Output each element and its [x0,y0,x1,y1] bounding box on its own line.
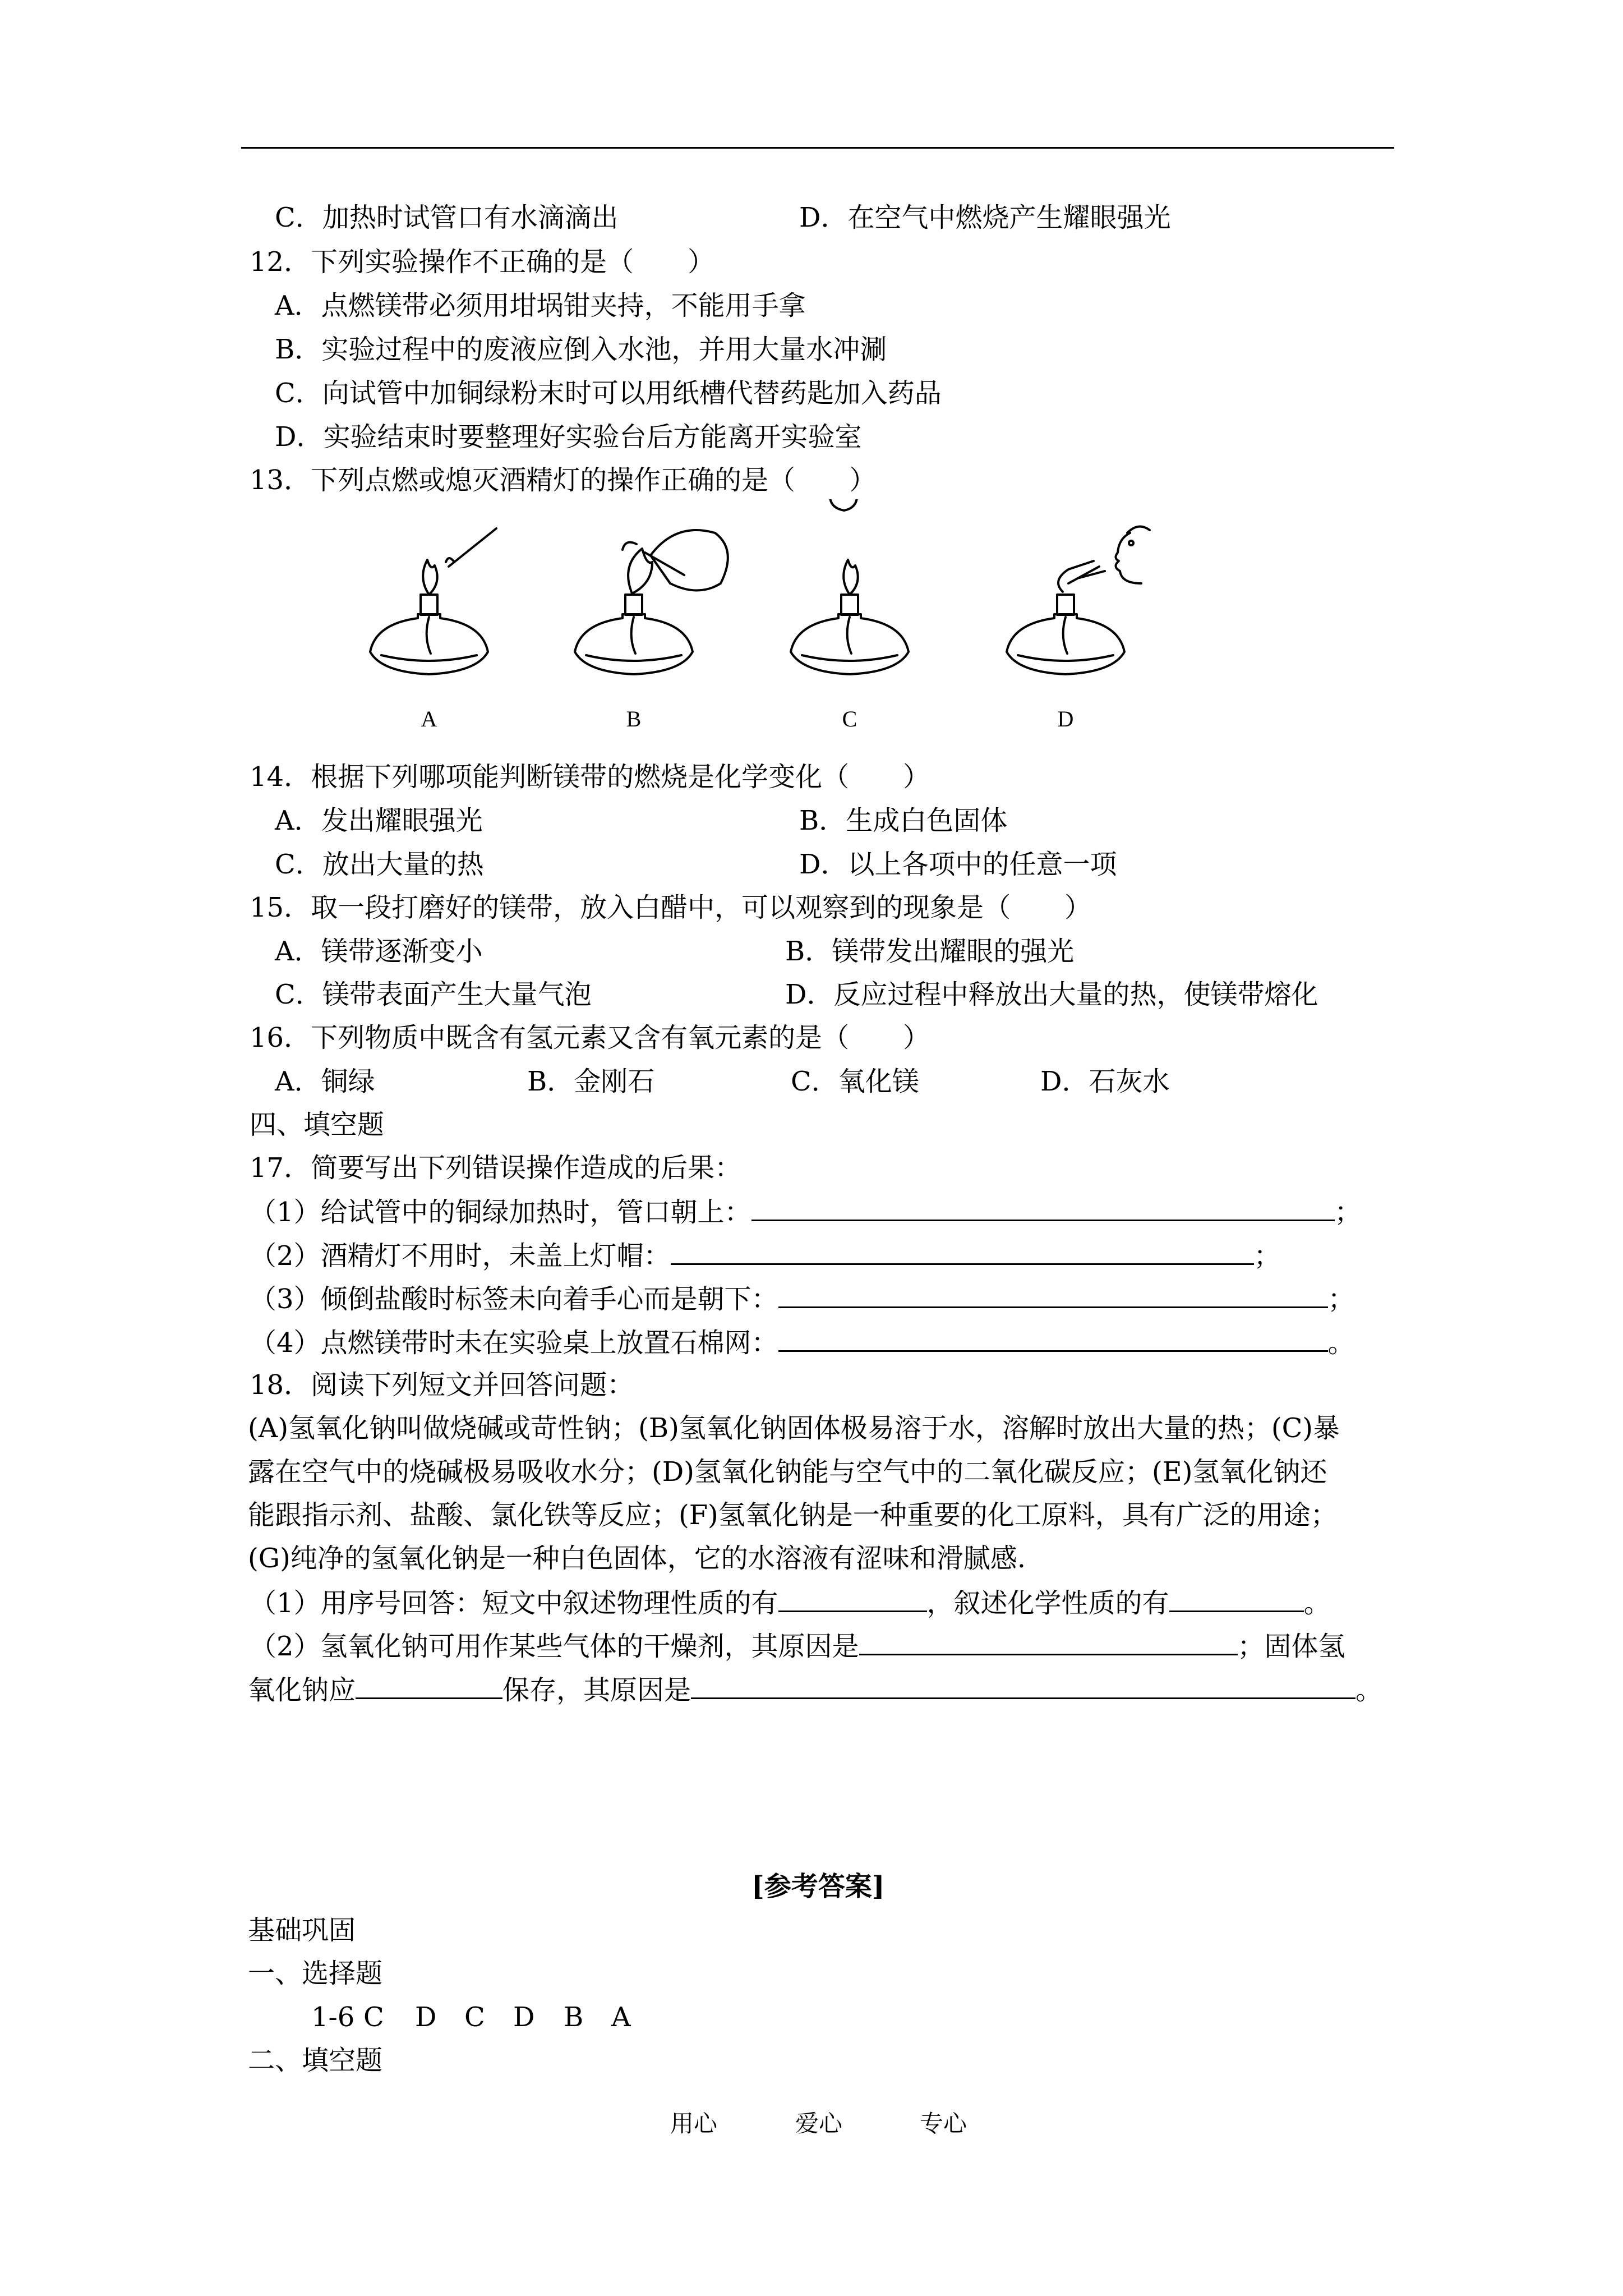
q18-physical-blank[interactable] [778,1585,927,1612]
q12-option-c: C．向试管中加铜绿粉末时可以用纸槽代替药匙加入药品 [275,378,942,409]
q12-stem: 12．下列实验操作不正确的是（ ） [250,246,715,278]
q12-option-b: B．实验过程中的废液应倒入水池，并用大量水冲涮 [275,334,887,365]
answers-fill-heading: 二、填空题 [248,2045,383,2076]
lamp-label-a: A [421,706,437,731]
lamp-a-illustration [370,528,496,674]
q17-item-3: （3）倾倒盐酸时标签未向着手心而是朝下： ； [250,1281,1355,1317]
q16-option-a: A．铜绿 [275,1066,375,1097]
q16-option-c: C．氧化镁 [791,1066,919,1097]
lamp-c-illustration [791,499,909,674]
q18-desiccant-reason-blank[interactable] [859,1628,1238,1655]
q15-option-b: B．镁带发出耀眼的强光 [785,936,1075,967]
footer-text-3: 专心 [920,2110,967,2137]
q18-passage-line-4: (G)纯净的氢氧化钠是一种白色固体，它的水溶液有涩味和滑腻感. [248,1543,1026,1574]
q15-option-a: A．镁带逐渐变小 [275,936,483,967]
q16-option-d: D．石灰水 [1040,1066,1170,1097]
lamp-b-illustration [575,530,728,674]
lamp-d-illustration [1007,527,1150,674]
answers-choice-heading: 一、选择题 [248,1958,383,1989]
q18-passage-line-1: (A)氢氧化钠叫做烧碱或苛性钠；(B)氢氧化钠固体极易溶于水，溶解时放出大量的热；(C)暴 [248,1412,1340,1444]
lamp-label-d: D [1057,706,1074,731]
answer-3: C [464,2001,485,2033]
answers-basic-heading: 基础巩固 [248,1915,356,1946]
q18-storage-reason-blank[interactable] [691,1672,1355,1699]
q17-item-1: （1）给试管中的铜绿加热时，管口朝上： ； [250,1194,1362,1230]
q18-question-2: （2）氢氧化钠可用作某些气体的干燥剂，其原因是 ；固体氢 [250,1628,1345,1664]
q14-stem: 14．根据下列哪项能判断镁带的燃烧是化学变化（ ） [250,761,930,793]
q17-answer-blank-4[interactable] [778,1324,1328,1352]
q18-passage-line-3: 能跟指示剂、盐酸、氯化铁等反应；(F)氢氧化钠是一种重要的化工原料，具有广泛的用途； [248,1499,1338,1531]
answer-2: D [415,2001,437,2033]
q18-question-1: （1）用序号回答：短文中叙述物理性质的有 ，叙述化学性质的有 。 [250,1585,1331,1621]
q12-option-d: D．实验结束时要整理好实验台后方能离开实验室 [275,421,862,453]
lamp-label-b: B [626,706,642,731]
q18-passage-line-2: 露在空气中的烧碱极易吸收水分；(D)氢氧化钠能与空气中的二氧化碳反应；(E)氢氧化钠还 [248,1456,1327,1488]
q17-item-2: （2）酒精灯不用时，未盖上灯帽： ； [250,1237,1281,1273]
q17-stem: 17．简要写出下列错误操作造成的后果： [250,1152,742,1184]
q16-stem: 16．下列物质中既含有氢元素又含有氧元素的是（ ） [250,1022,930,1053]
q14-option-b: B．生成白色固体 [799,805,1008,836]
q15-option-d: D．反应过程中释放出大量的热，使镁带熔化 [785,979,1318,1010]
answer-6: A [611,2001,631,2033]
q18-question-2-cont: 氧化钠应 保存，其原因是 。 [248,1672,1382,1708]
section-fill-in-heading: 四、填空题 [250,1109,385,1140]
answers-choice-range: 1-6 [311,2001,355,2033]
footer-text-2: 爱心 [795,2110,843,2137]
q17-answer-blank-2[interactable] [671,1237,1254,1265]
q12-option-a: A．点燃镁带必须用坩埚钳夹持，不能用手拿 [275,290,806,321]
q18-storage-blank[interactable] [356,1672,502,1699]
q14-option-c: C．放出大量的热 [275,849,484,880]
q14-option-d: D．以上各项中的任意一项 [799,849,1117,880]
q17-item-4: （4）点燃镁带时未在实验桌上放置石棉网： 。 [250,1324,1355,1360]
answer-1: C [363,2001,384,2033]
q11-option-d: D．在空气中燃烧产生耀眼强光 [799,202,1171,233]
q15-option-c: C．镁带表面产生大量气泡 [275,979,592,1010]
q14-option-a: A．发出耀眼强光 [275,805,483,836]
footer-text-1: 用心 [670,2110,718,2137]
answer-5: B [564,2001,584,2033]
answers-title: [参考答案] [751,1871,885,1902]
answer-4: D [513,2001,535,2033]
q18-chemical-blank[interactable] [1169,1585,1304,1612]
q17-answer-blank-3[interactable] [778,1281,1328,1308]
q13-stem: 13．下列点燃或熄灭酒精灯的操作正确的是（ ） [250,464,877,496]
lamp-label-c: C [842,706,857,731]
q18-stem: 18．阅读下列短文并回答问题： [250,1369,634,1401]
header-rule [241,147,1394,149]
q15-stem: 15．取一段打磨好的镁带，放入白醋中，可以观察到的现象是（ ） [250,892,1092,923]
alcohol-lamp-figure [348,499,1155,735]
q16-option-b: B．金刚石 [527,1066,655,1097]
q11-option-c: C．加热时试管口有水滴滴出 [275,202,619,233]
q17-answer-blank-1[interactable] [751,1194,1335,1221]
